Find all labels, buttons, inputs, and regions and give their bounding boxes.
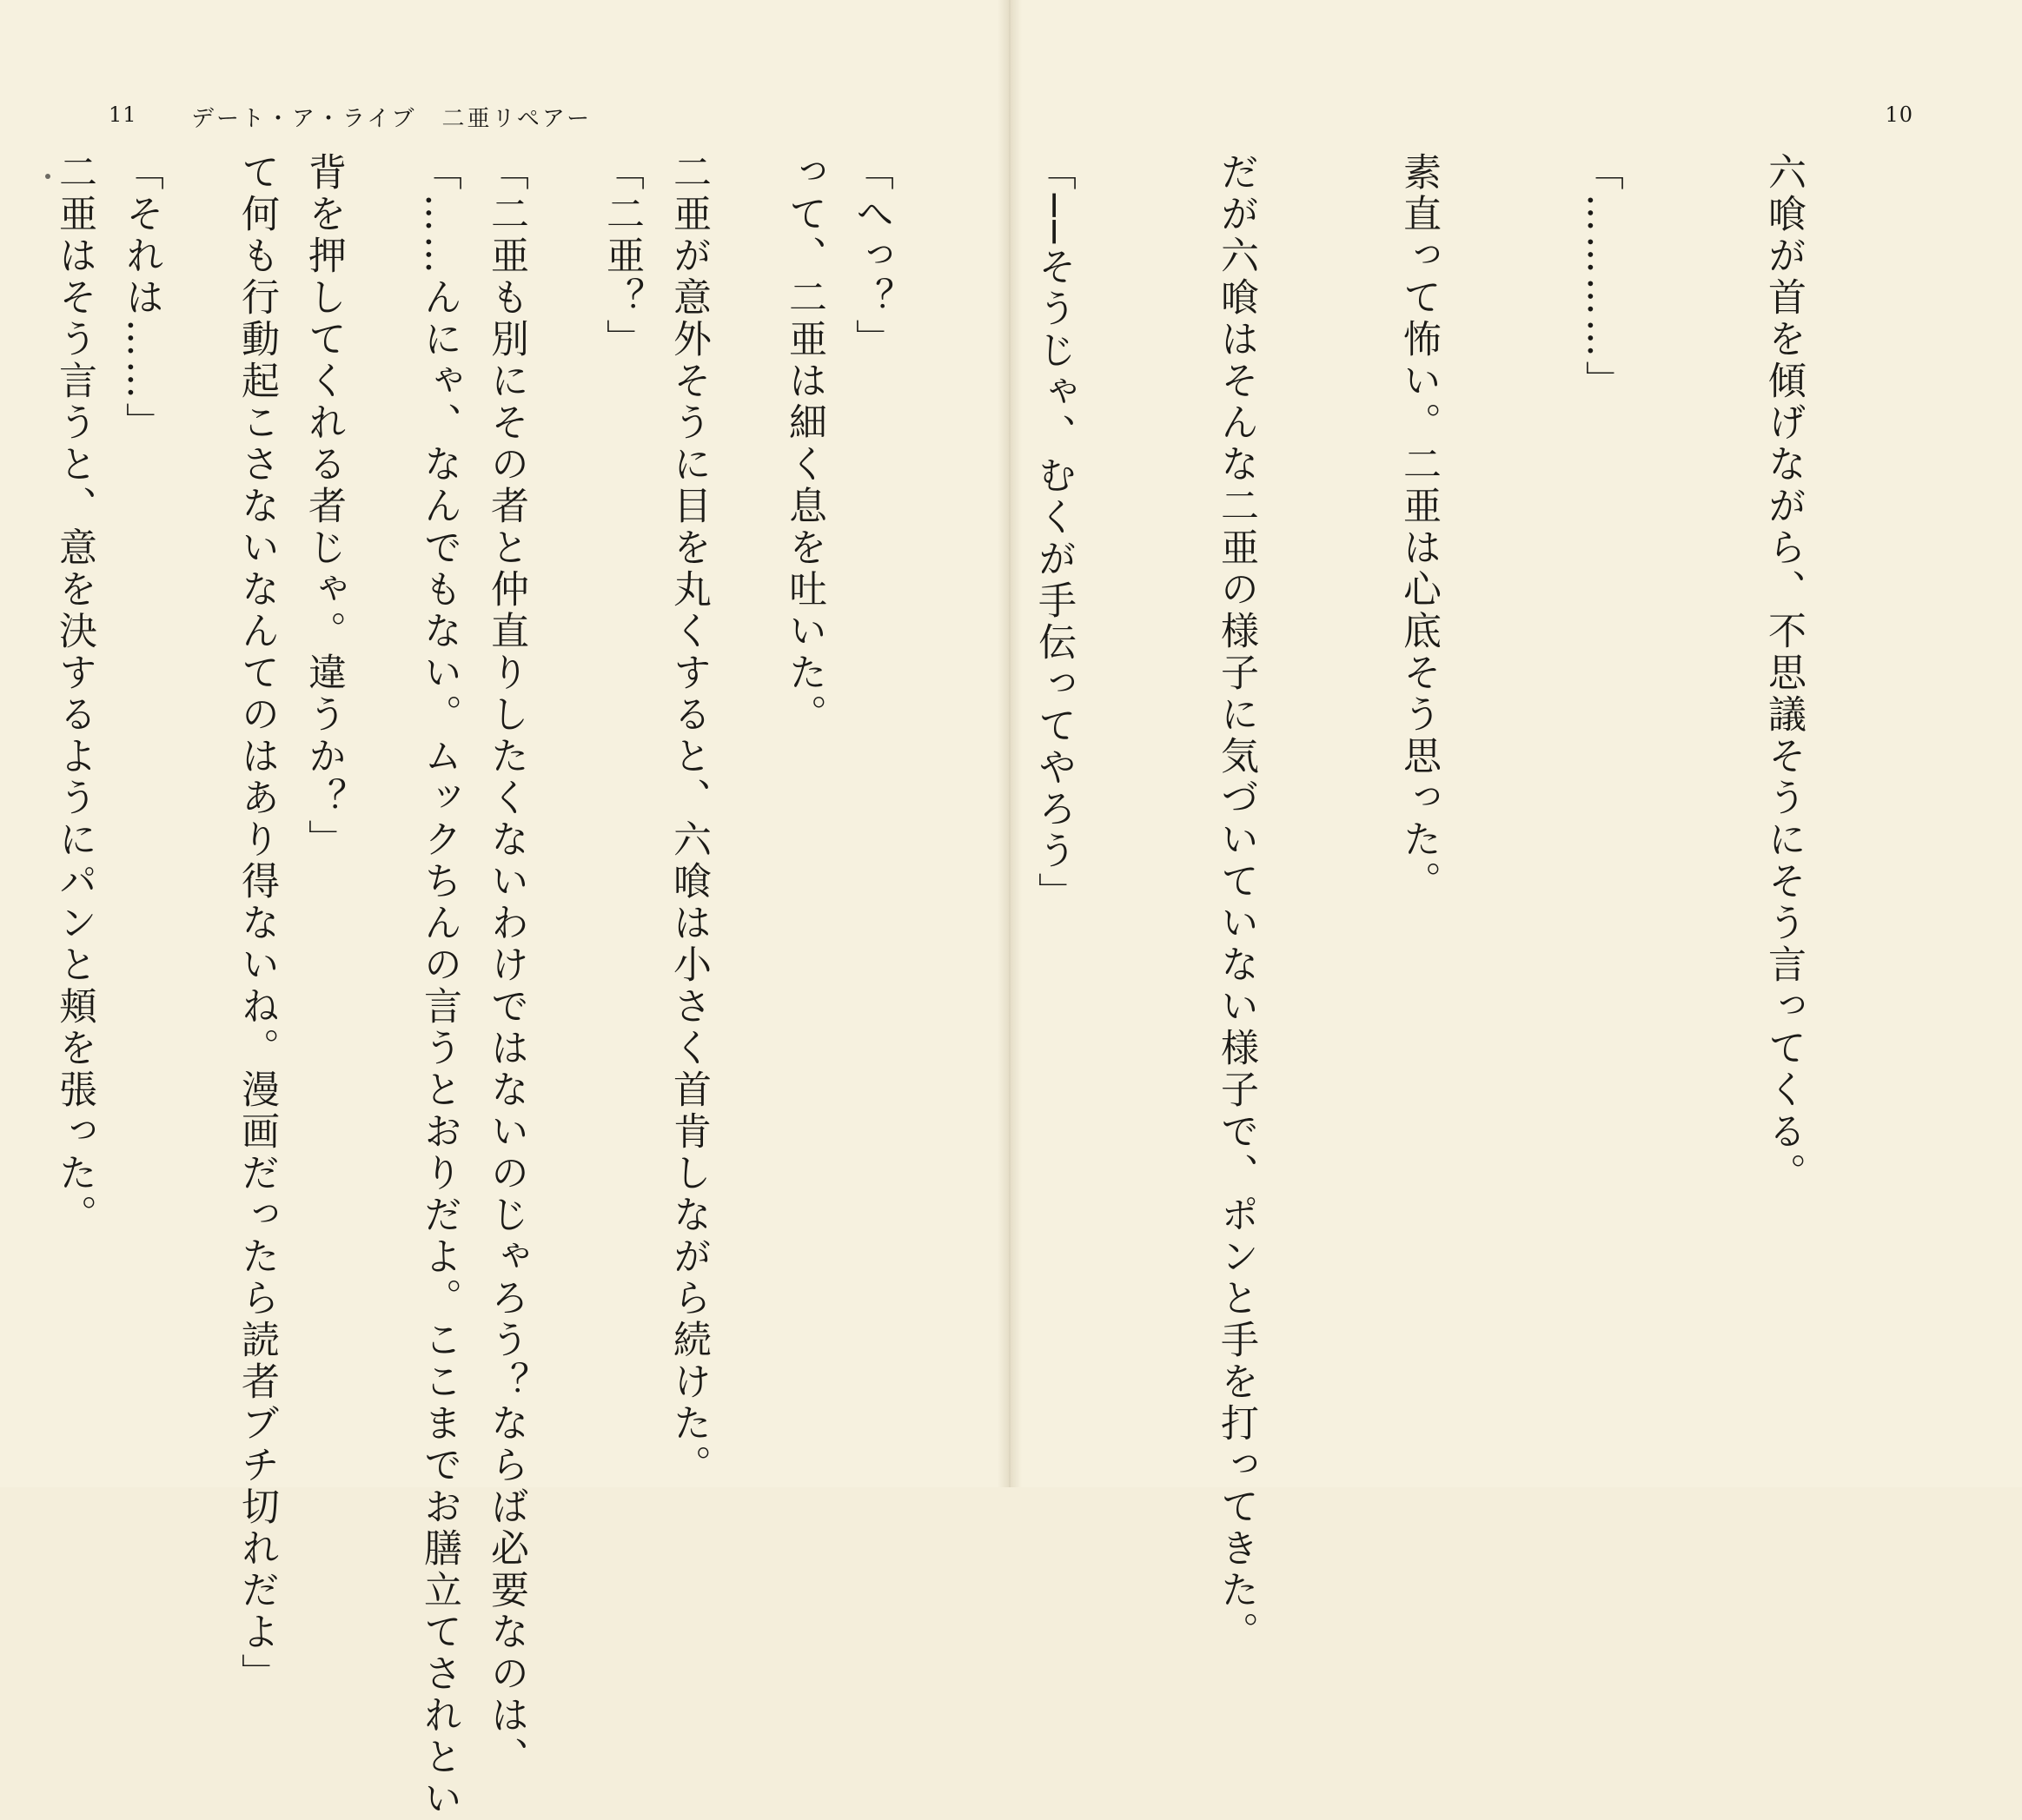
text-line: 「──そうじゃ、むくが手伝ってやろう」 bbox=[1031, 152, 1076, 914]
running-title: デート・ア・ライブ 二亜リペアー bbox=[191, 106, 593, 132]
text-line: 素直って怖い。二亜は心底そう思った。 bbox=[1396, 152, 1441, 903]
page-number-left: 11 bbox=[109, 103, 137, 127]
text-line: 「……んにゃ、なんでもない。ムックちんの言うとおりだよ。ここまでお膳立てされとい bbox=[417, 152, 461, 1820]
text-line: 二亜が意外そうに目を丸くすると、六喰は小さく首肯しながら続けた。 bbox=[666, 152, 711, 1486]
text-line: 六喰が首を傾げながら、不思議そうにそう言ってくる。 bbox=[1761, 152, 1806, 1195]
text-line: 「二亜？」 bbox=[600, 152, 644, 361]
text-line: だが六喰はそんな二亜の様子に気づいていない様子で、ポンと手を打ってきた。 bbox=[1214, 152, 1258, 1653]
text-line: 背を押してくれる者じゃ。違うか？」 bbox=[302, 152, 346, 861]
book-gutter bbox=[998, 0, 1022, 1487]
text-line: 二亜はそう言うと、意を決するようにパンと頬を張った。 bbox=[52, 152, 96, 1236]
text-line: 「へっ？」 bbox=[849, 152, 893, 361]
text-line: 「…………」 bbox=[1579, 152, 1623, 402]
right-page-body bbox=[0, 152, 1935, 1820]
text-line: て何も行動起こさないなんてのはあり得ないね。漫画だったら読者ブチ切れだよ」 bbox=[235, 152, 279, 1695]
text-line: 「二亜も別にその者と仲直りしたくないわけではないのじゃろう？ならば必要なのは、 bbox=[484, 152, 528, 1778]
text-line: って、二亜は細く息を吐いた。 bbox=[782, 152, 826, 736]
page-number-right: 10 bbox=[1885, 103, 1913, 127]
text-line: 「それは……」 bbox=[119, 152, 163, 444]
